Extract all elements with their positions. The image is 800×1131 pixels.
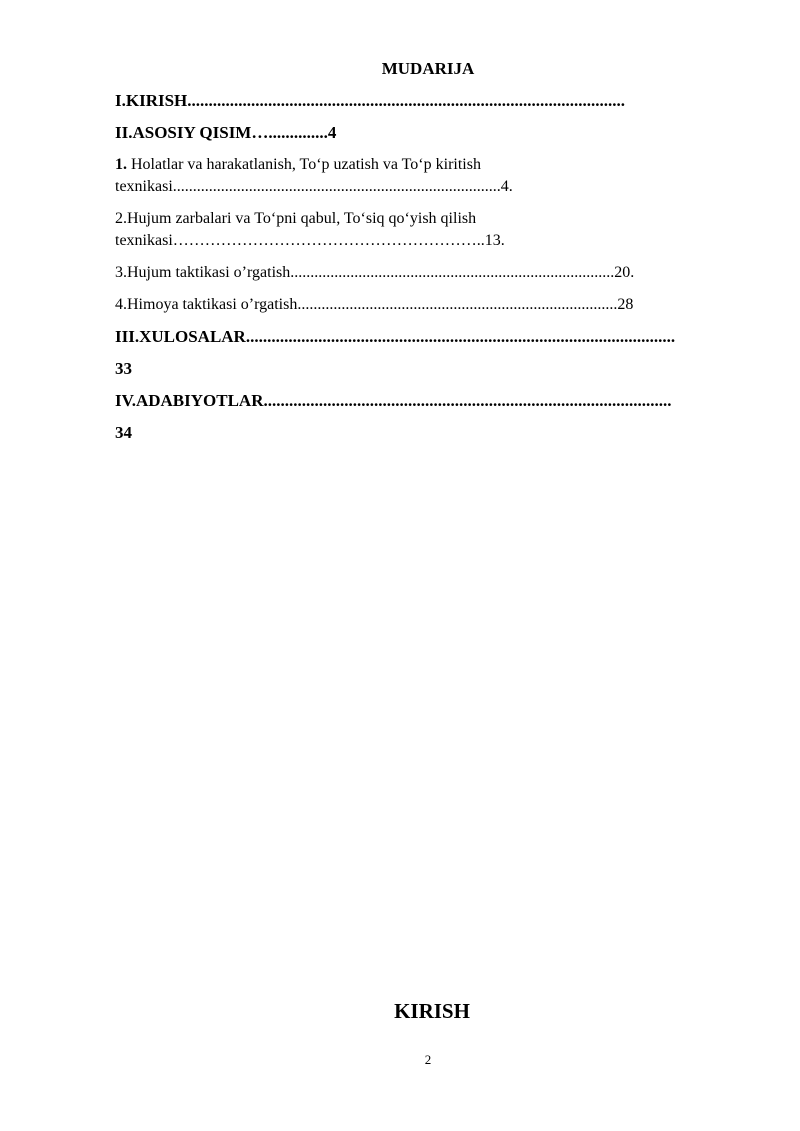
toc-entry-adabiyotlar-page: 34 [115,423,132,442]
toc-entry-xulosalar: III.XULOSALAR..................................................................................................... [115,327,676,346]
toc-entry-adabiyotlar: IV.ADABIYOTLAR................................................................................................ [115,391,672,410]
toc-entry-2-line-1: 2.Hujum zarbalari va To‘pni qabul, To‘siq qo‘yish qilish [115,210,477,227]
toc-entry-kirish: I.KIRISH....................................................................................................... [115,91,626,110]
toc-entry-asosiy-qisim: II.ASOSIY QISIM…..............4 [115,123,337,142]
toc-entry-1-line-2: texnikasi..................................................................................4. [115,178,513,195]
toc-entry-xulosalar-page: 33 [115,359,132,378]
toc-entry-1-text: Holatlar va harakatlanish, To‘p uzatish va To‘p kiritish [127,156,481,173]
section-heading-kirish: KIRISH [394,999,470,1023]
toc-entry-1-line-1 [115,154,745,176]
toc-entry-3: 3.Hujum taktikasi o’rgatish.................................................................................20. [115,264,635,281]
toc-entry-2-line-2: texnikasi…………………………………………………..13. [115,232,505,249]
page-number: 2 [424,1052,432,1067]
toc-entry-4: 4.Himoya taktikasi o’rgatish................................................................................28 [115,296,634,313]
table-of-contents [115,90,745,444]
toc-entry-1-number: 1. [115,156,127,173]
toc-title: MUDARIJA [381,59,475,78]
